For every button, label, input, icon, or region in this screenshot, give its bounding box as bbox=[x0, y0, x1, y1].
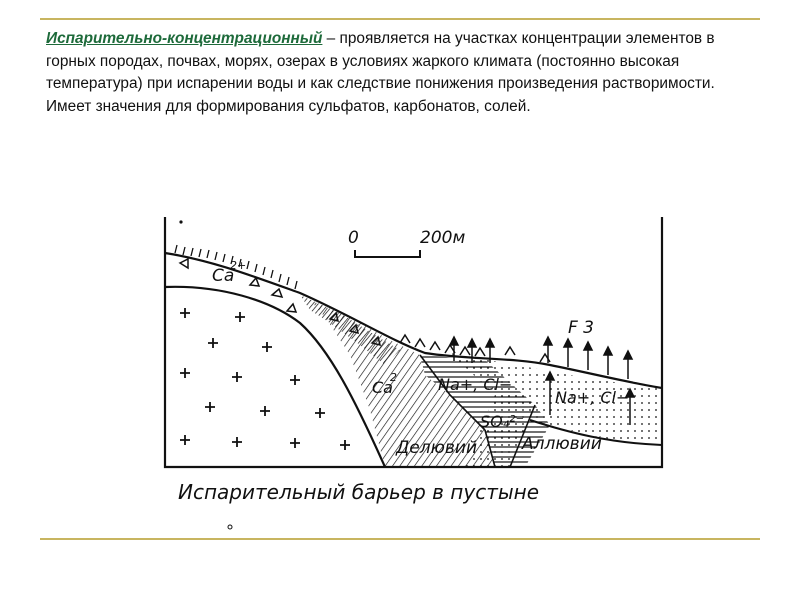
label-na-cl-right: Na+, Cl− bbox=[555, 388, 630, 407]
label-deluvial: Делювий bbox=[396, 438, 478, 458]
label-ca-mid-sup: 2 bbox=[390, 371, 397, 384]
definition-text: – проявляется на участках концентрации элементов в горных породах, почвах, морях, озерах в условиях жаркого климата (постоянно высокая температура) при испарении воды и как следствие понижения произведения растворимости. Имеет значения для формирования сульфатов, карбонатов, солей. bbox=[46, 30, 715, 115]
diagram-caption: Испарительный барьер в пустыне bbox=[178, 480, 540, 504]
label-ca-top: Ca bbox=[212, 266, 235, 286]
bedrock-crosses bbox=[180, 308, 350, 450]
label-f3: F 3 bbox=[568, 318, 594, 338]
definition-paragraph bbox=[46, 28, 752, 118]
scale-zero: 0 bbox=[348, 228, 359, 248]
diagram-svg bbox=[150, 205, 680, 540]
label-ca-mid: Ca bbox=[372, 378, 393, 397]
bedrock-boundary bbox=[165, 287, 385, 467]
scale-end: 200м bbox=[420, 228, 466, 248]
evaporation-barrier-diagram bbox=[150, 205, 680, 540]
label-na-cl: Na+, Cl− bbox=[438, 375, 513, 394]
label-alluvial: Аллювий bbox=[522, 434, 602, 454]
label-so4: SO₄²⁻ bbox=[480, 412, 525, 431]
bottom-rule bbox=[40, 538, 760, 540]
definition-term: Испарительно-концентрационный bbox=[46, 30, 323, 47]
scale-bar bbox=[355, 250, 420, 257]
top-rule bbox=[40, 18, 760, 20]
label-ca-top-sup: 2+ bbox=[230, 259, 247, 272]
